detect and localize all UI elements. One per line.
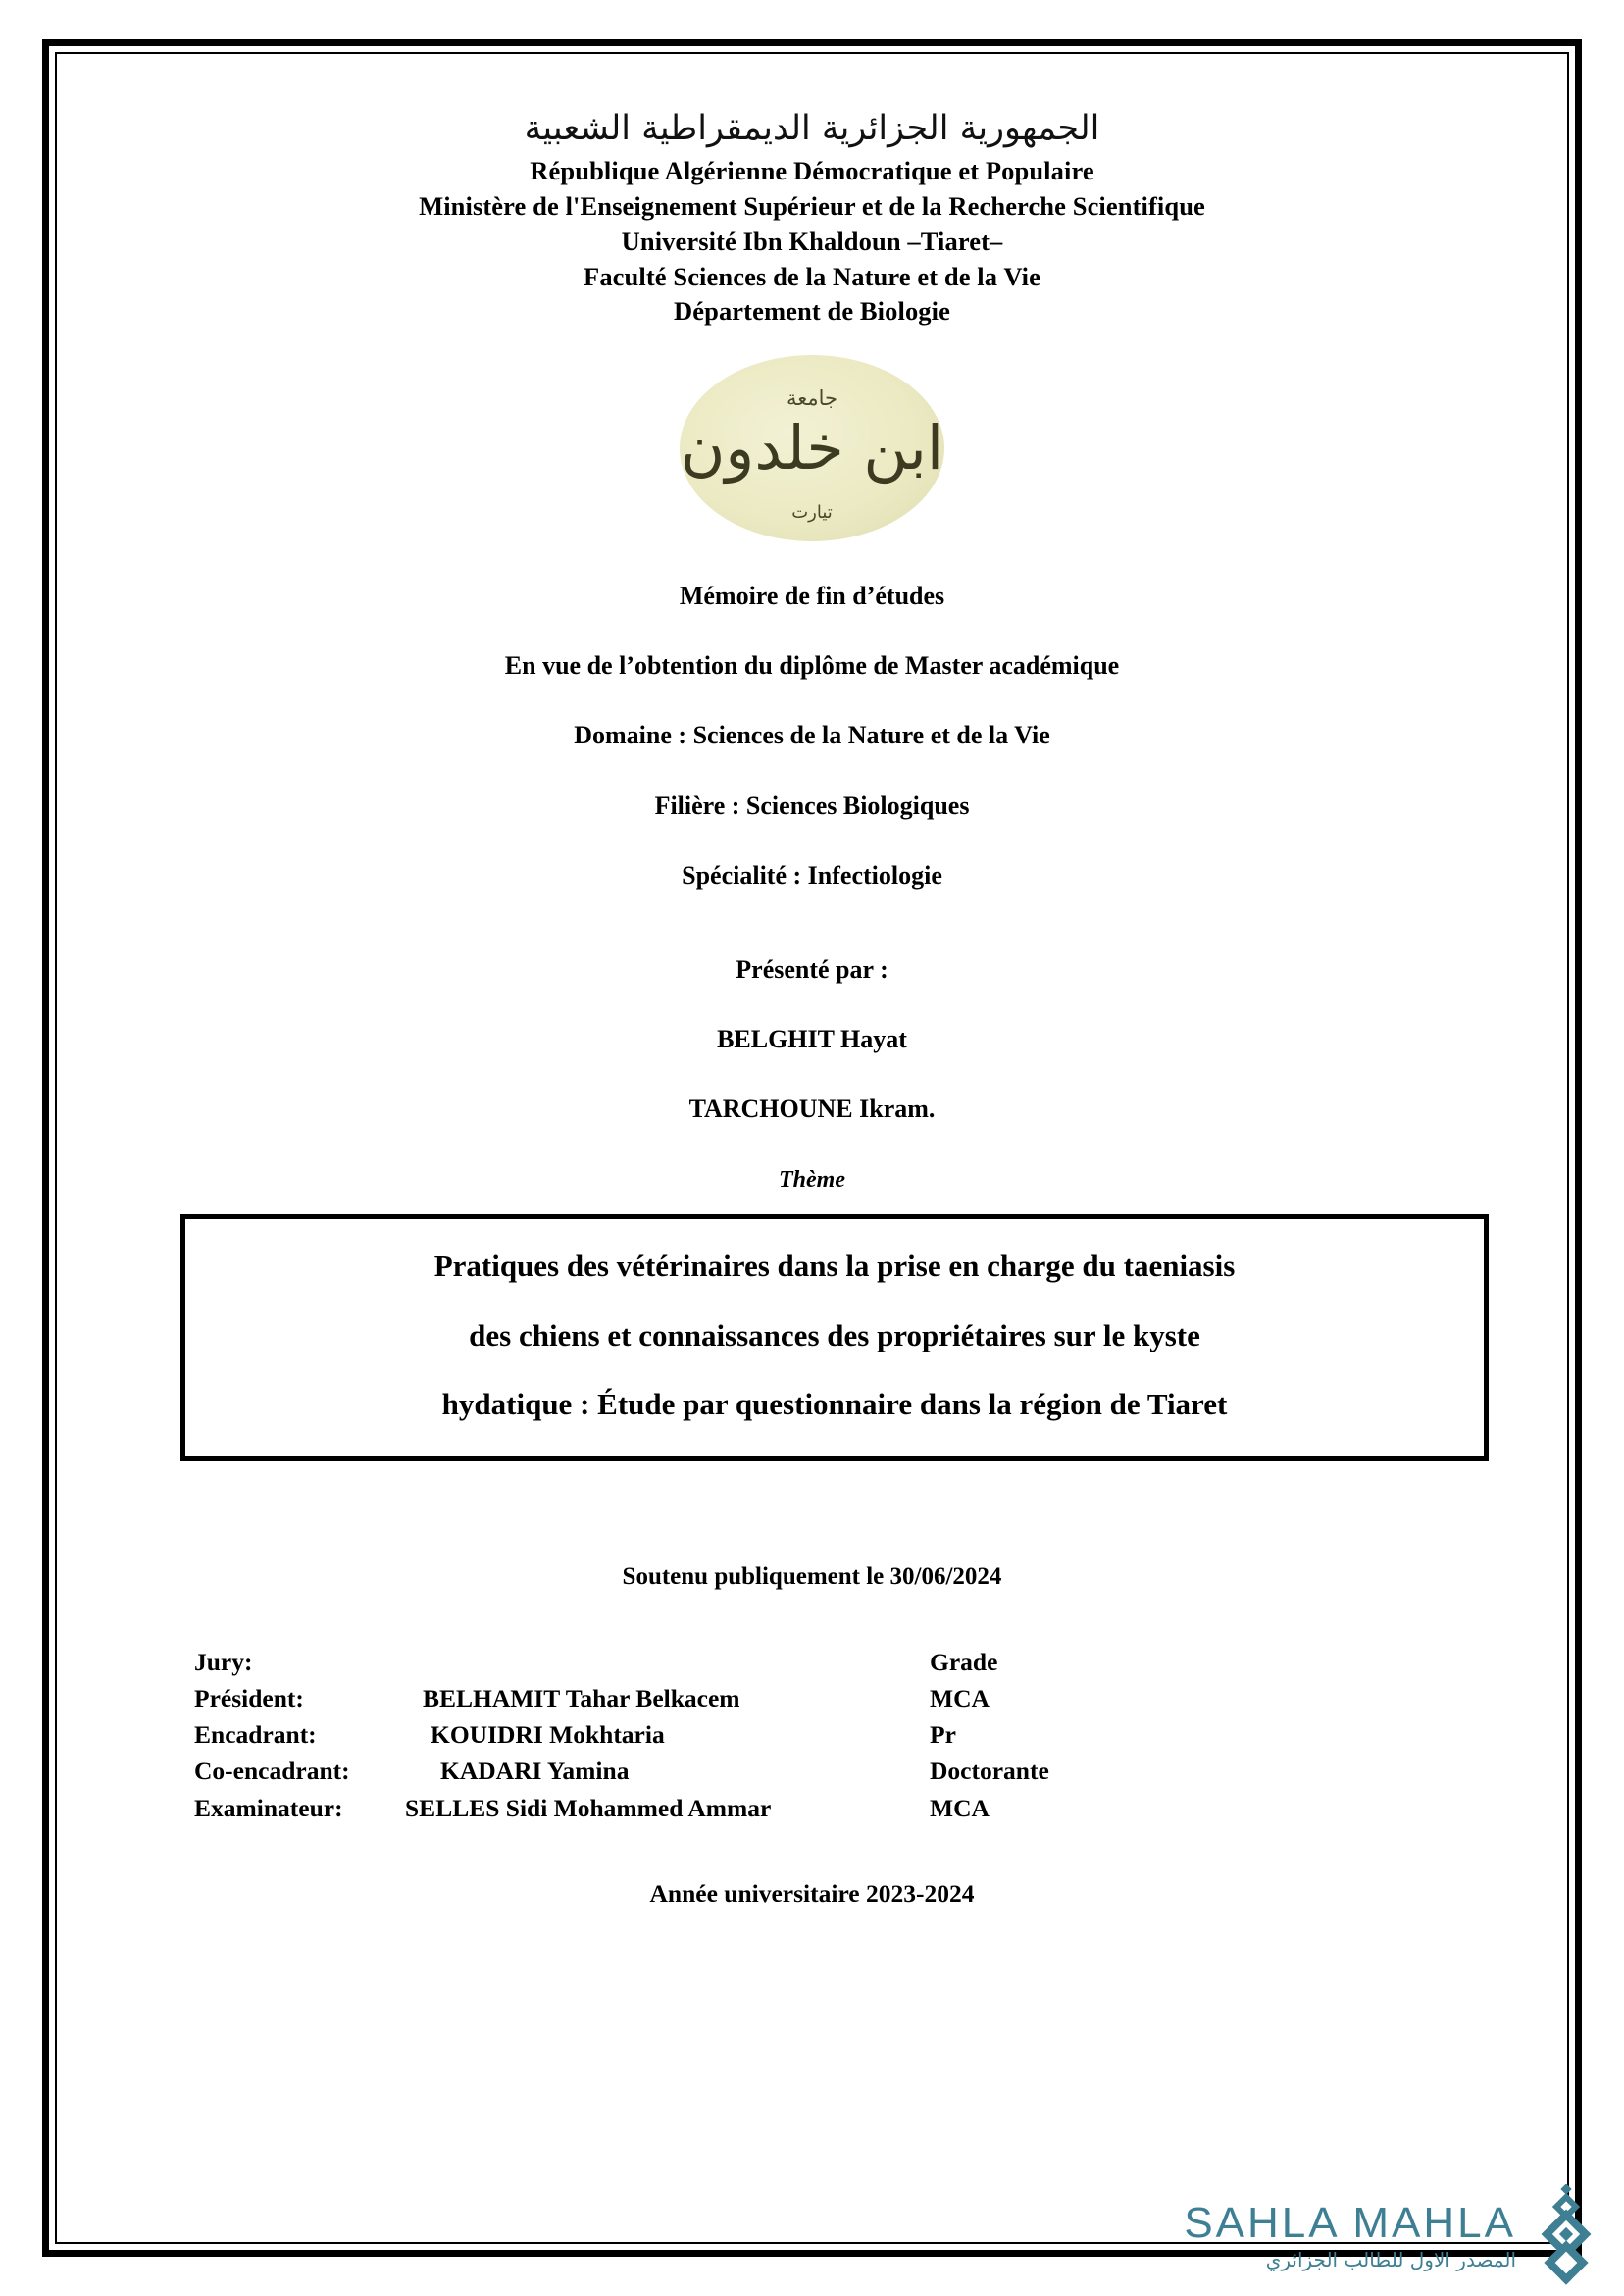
institution-header [55, 52, 1569, 330]
theme-title-box [180, 1214, 1489, 1461]
theme-label: Thème [779, 1167, 845, 1194]
university-seal-icon [680, 355, 944, 541]
jury-row-cosupervisor [194, 1753, 1175, 1789]
jury-grade-examiner: MCA [930, 1793, 990, 1822]
header-line-faculty: Faculté Sciences de la Nature et de la Vie [584, 261, 1040, 291]
header-line-university: Université Ibn Khaldoun –Tiaret– [621, 226, 1003, 256]
theme-title-line-1: Pratiques des vétérinaires dans la prise en charge du taeniasis [433, 1249, 1236, 1284]
academic-year: Année universitaire 2023-2024 [649, 1878, 975, 1908]
watermark-title: SAHLA MAHLA [1184, 2198, 1516, 2247]
jury-name-president: BELHAMIT Tahar Belkacem [423, 1683, 740, 1712]
jury-table [194, 1644, 1175, 1826]
jury-row-supervisor [194, 1716, 1175, 1753]
header-line-ministry: Ministère de l'Enseignement Supérieur et de la Recherche Scientifique [419, 191, 1205, 222]
jury-header-grade: Grade [930, 1647, 998, 1676]
degree-line-domaine: Domaine : Sciences de la Nature et de la Vie [574, 721, 1050, 750]
jury-name-examiner: SELLES Sidi Mohammed Ammar [405, 1793, 772, 1822]
degree-line-specialite: Spécialité : Infectiologie [682, 860, 942, 890]
sahla-mahla-watermark [1184, 2184, 1606, 2288]
theme-title-line-2: des chiens et connaissances des propriétaires sur le kyste [469, 1317, 1200, 1352]
theme-title-line-3: hydatique : Étude par questionnaire dans la région de Tiaret [441, 1387, 1228, 1422]
jury-grade-supervisor: Pr [930, 1720, 956, 1750]
presented-by-block [55, 955, 1569, 1124]
jury-row-president [194, 1680, 1175, 1716]
jury-role-supervisor: Encadrant: [194, 1720, 317, 1750]
header-arabic-line: الجمهورية الجزائرية الديمقراطية الشعبية [524, 109, 1100, 148]
header-line-department: Département de Biologie [674, 296, 950, 327]
sahla-mahla-diamond-icon [1526, 2184, 1606, 2288]
jury-role-examiner: Examinateur: [194, 1793, 343, 1822]
author-name-2: TARCHOUNE Ikram. [688, 1095, 936, 1124]
jury-grade-president: MCA [930, 1683, 990, 1712]
presented-by-label: Présenté par : [736, 955, 888, 985]
header-line-republic: République Algérienne Démocratique et Populaire [530, 156, 1094, 186]
jury-row-examiner [194, 1790, 1175, 1826]
degree-line-filiere: Filière : Sciences Biologiques [654, 791, 970, 820]
seal-arabic-bottom: تيارت [791, 502, 833, 524]
jury-name-cosupervisor: KADARI Yamina [440, 1757, 630, 1786]
jury-role-president: Président: [194, 1683, 304, 1712]
defense-date: Soutenu publiquement le 30/06/2024 [622, 1562, 1002, 1590]
jury-grade-cosupervisor: Doctorante [930, 1757, 1049, 1786]
jury-role-cosupervisor: Co-encadrant: [194, 1757, 350, 1786]
seal-arabic-main: ابن خلدون [680, 412, 944, 485]
watermark-text-group [1184, 2198, 1516, 2272]
degree-line-diplome: En vue de l’obtention du diplôme de Master académique [504, 651, 1120, 681]
university-logo-container [55, 355, 1569, 541]
jury-header-row [194, 1644, 1175, 1680]
author-name-1: BELGHIT Hayat [717, 1025, 907, 1054]
watermark-subtitle: المصدر الاول للطالب الجزائري [1265, 2248, 1516, 2272]
jury-name-supervisor: KOUIDRI Mokhtaria [431, 1720, 665, 1750]
seal-arabic-top: جامعة [786, 386, 838, 411]
degree-block [55, 581, 1569, 891]
jury-header-label: Jury: [194, 1647, 253, 1676]
page-content [55, 52, 1569, 2247]
degree-line-memoire: Mémoire de fin d’études [679, 582, 945, 611]
